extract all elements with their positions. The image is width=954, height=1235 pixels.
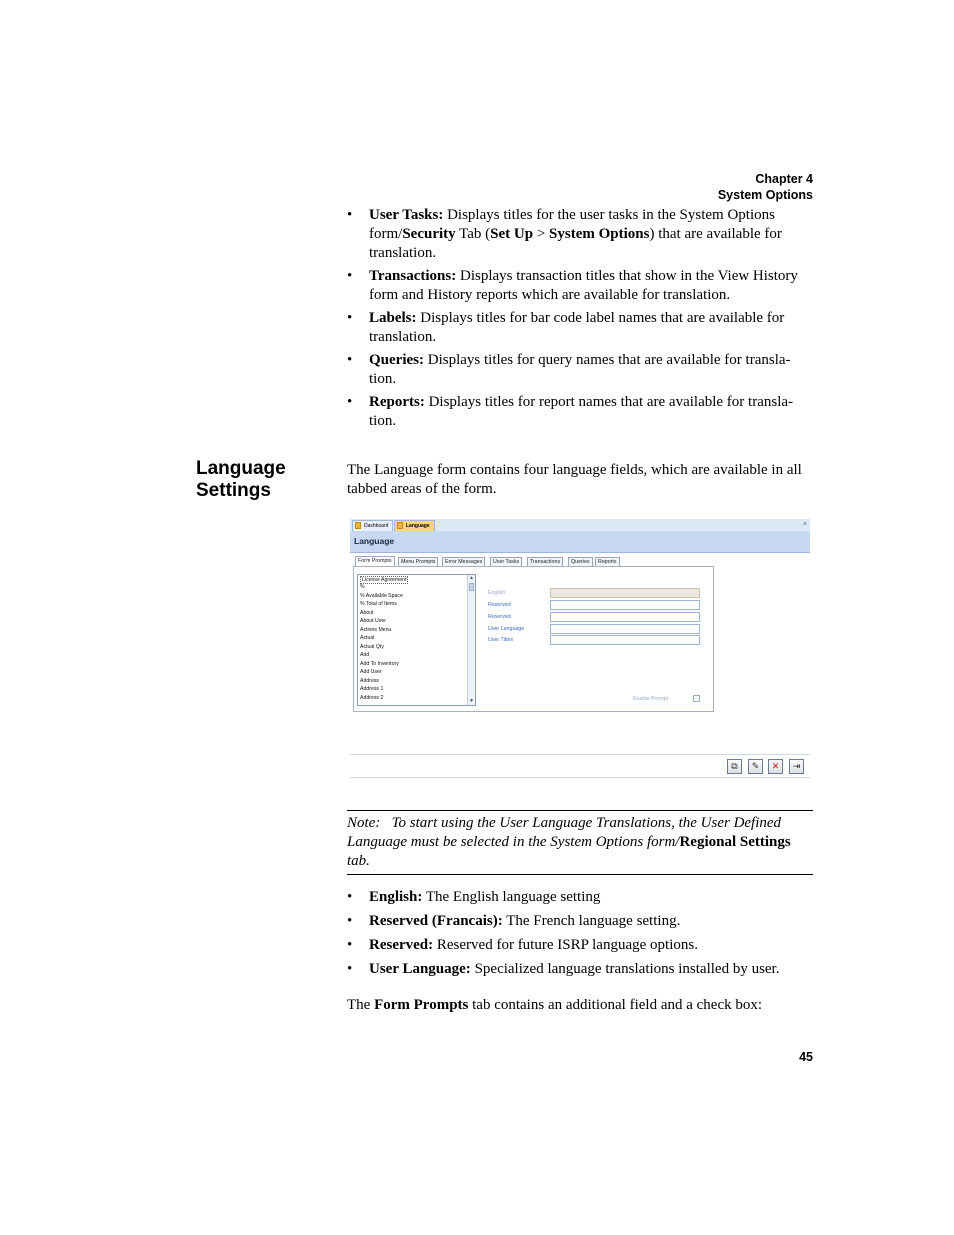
note-block xyxy=(347,814,813,871)
list-item: • Reports: Displays titles for report names that are available for transla-tion. xyxy=(347,394,794,429)
list-item: • User Language: Specialized language translations installed by user. xyxy=(347,961,780,977)
list-item[interactable]: Address 1 xyxy=(360,686,384,692)
list-item: • Transactions: Displays transaction titles that show in the View History form and History reports which are available for translation. xyxy=(347,268,798,303)
prompt-listbox[interactable] xyxy=(357,574,476,706)
language-form-screenshot xyxy=(350,519,810,780)
language-tab[interactable]: Language xyxy=(394,520,435,531)
tab-menu-prompts[interactable]: Menu Prompts xyxy=(398,557,438,568)
form-title-bar xyxy=(350,531,810,553)
folder-icon xyxy=(355,522,361,529)
enable-prompt-label: Enable Prompt xyxy=(633,696,669,702)
chevron-down-icon[interactable]: ▼ xyxy=(469,698,474,704)
list-item[interactable]: % Available Space xyxy=(360,592,403,599)
note-top-rule xyxy=(347,810,813,811)
list-item[interactable]: Actions Menu xyxy=(360,626,392,633)
list-item[interactable]: Add To Inventory xyxy=(360,660,399,667)
user-language-label: User Language xyxy=(488,626,525,632)
closing-paragraph: The Form Prompts tab contains an additional field and a check box: xyxy=(347,997,763,1013)
form-title: Language xyxy=(354,536,395,546)
exit-button[interactable]: ⇥ xyxy=(789,759,804,774)
divider xyxy=(350,754,810,755)
list-item: • English: The English language setting xyxy=(347,889,601,905)
chevron-up-icon[interactable]: ▲ xyxy=(469,575,474,581)
section-label: System Options xyxy=(717,188,813,202)
note-prefix: Note: xyxy=(347,815,381,831)
chapter-label: Chapter 4 xyxy=(755,172,813,186)
copy-button[interactable]: ⧉ xyxy=(727,759,742,774)
delete-button[interactable]: ✕ xyxy=(768,759,783,774)
list-item[interactable]: % xyxy=(360,584,365,590)
tab-queries[interactable]: Queries xyxy=(568,557,593,568)
list-item[interactable]: % Total of Items xyxy=(360,601,397,607)
list-item: • Reserved (Francais): The French language setting. xyxy=(347,913,681,929)
close-icon[interactable]: × xyxy=(802,521,807,528)
tab-error-messages[interactable]: Error Messages xyxy=(442,557,485,568)
reserved-field[interactable] xyxy=(550,612,700,622)
list-item: • User Tasks: Displays titles for the user tasks in the System Options form/Security Tab (Set Up > System Options) that are available for translation. xyxy=(347,207,782,261)
divider xyxy=(350,777,810,778)
top-bullet-list xyxy=(347,206,813,431)
tab-reports[interactable]: Reports xyxy=(595,557,620,568)
page-number: 45 xyxy=(799,1050,813,1064)
language-field-list xyxy=(347,888,813,979)
english-field xyxy=(550,588,700,598)
folder-icon xyxy=(397,522,403,529)
list-item[interactable]: About User xyxy=(360,618,386,624)
scroll-thumb[interactable] xyxy=(469,583,474,591)
section-heading: Language Settings xyxy=(196,458,286,501)
user-language-field[interactable] xyxy=(550,624,700,634)
note-text: To start using the User Language Translations, the User Defined Language must be selected in the System Options form/Regional Settings tab. xyxy=(347,815,791,869)
dashboard-tab[interactable]: Dashboard xyxy=(352,520,393,531)
list-item[interactable]: Add User xyxy=(360,669,382,675)
list-item[interactable]: Actual xyxy=(360,635,375,641)
tab-transactions[interactable]: Transactions xyxy=(527,557,563,568)
reserved-francais-field[interactable] xyxy=(550,600,700,610)
reserved-label: Reserved xyxy=(488,614,511,620)
user-titles-label: User Titles xyxy=(488,637,514,643)
list-item[interactable]: Address 2 xyxy=(360,694,384,701)
list-item: • Reserved: Reserved for future ISRP language options. xyxy=(347,937,698,953)
list-item[interactable]: Address xyxy=(360,677,380,684)
list-item[interactable]: Actual Qty xyxy=(360,643,384,650)
note-bottom-rule xyxy=(347,874,813,875)
intro-paragraph: The Language form contains four language fields, which are available in all tabbed areas of the form. xyxy=(347,462,802,497)
list-item: • Queries: Displays titles for query names that are available for transla-tion. xyxy=(347,352,791,387)
list-item[interactable]: Add xyxy=(360,652,370,658)
enable-prompt-checkbox[interactable] xyxy=(693,695,700,702)
tab-user-tasks[interactable]: User Tasks xyxy=(490,557,522,568)
list-item: • Labels: Displays titles for bar code label names that are available for translation. xyxy=(347,310,785,345)
edit-button[interactable]: ✎ xyxy=(748,759,763,774)
listbox-scrollbar[interactable] xyxy=(467,575,475,705)
user-titles-field[interactable] xyxy=(550,635,700,645)
list-item[interactable]: License Agreement xyxy=(362,577,407,583)
tab-form-prompts[interactable]: Form Prompts xyxy=(355,556,395,568)
english-label: English xyxy=(488,590,506,596)
reserved-francais-label: Reserved xyxy=(488,602,511,608)
list-item[interactable]: About xyxy=(360,609,374,616)
